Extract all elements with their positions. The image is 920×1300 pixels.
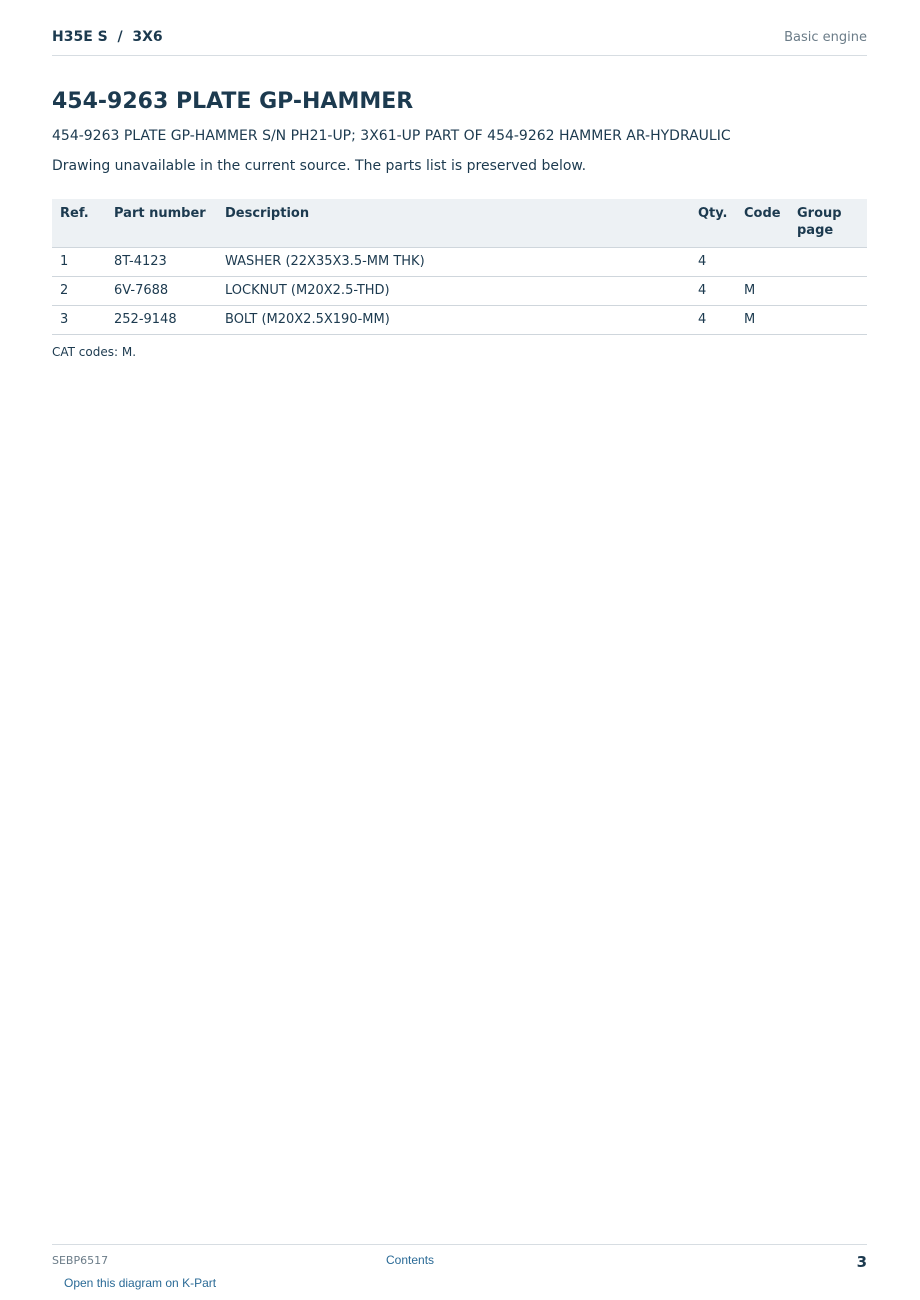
- cell-group-page: [789, 277, 867, 306]
- cell-qty: 4: [690, 306, 736, 335]
- cell-ref: 3: [52, 306, 106, 335]
- header-ref: Ref.: [52, 199, 106, 248]
- page-title: 454-9263 PLATE GP-HAMMER: [52, 89, 414, 114]
- parts-table-header-row: [52, 199, 867, 248]
- table-row: [52, 306, 867, 335]
- cell-qty: 4: [690, 277, 736, 306]
- cat-codes-note: CAT codes: M.: [52, 345, 137, 359]
- cell-part-number: 6V-7688: [106, 277, 217, 306]
- cell-part-number: 252-9148: [106, 306, 217, 335]
- cell-group-page: [789, 248, 867, 277]
- footer-document-id: SEBP6517: [52, 1254, 109, 1267]
- cell-ref: 1: [52, 248, 106, 277]
- open-k-part-link[interactable]: Open this diagram on K-Part: [64, 1276, 217, 1290]
- table-row: [52, 248, 867, 277]
- header-qty: Qty.: [690, 199, 736, 248]
- cell-description: BOLT (M20X2.5X190-MM): [217, 306, 690, 335]
- page-header: [52, 29, 867, 56]
- cell-code: M: [736, 306, 789, 335]
- cell-code: [736, 248, 789, 277]
- header-code: Code: [736, 199, 789, 248]
- header-description: Description: [217, 199, 690, 248]
- cell-description: LOCKNUT (M20X2.5-THD): [217, 277, 690, 306]
- contents-link[interactable]: Contents: [386, 1253, 435, 1267]
- cell-qty: 4: [690, 248, 736, 277]
- table-row: [52, 277, 867, 306]
- header-section: Basic engine: [784, 30, 867, 45]
- cell-group-page: [789, 306, 867, 335]
- drawing-note: Drawing unavailable in the current source. The parts list is preserved below.: [52, 158, 587, 174]
- cell-code: M: [736, 277, 789, 306]
- page-footer: [52, 1244, 867, 1275]
- cell-part-number: 8T-4123: [106, 248, 217, 277]
- cell-ref: 2: [52, 277, 106, 306]
- page-number: 3: [856, 1253, 867, 1271]
- parts-table: [52, 199, 867, 335]
- cell-description: WASHER (22X35X3.5-MM THK): [217, 248, 690, 277]
- header-model: H35E S / 3X6: [52, 29, 163, 45]
- header-group-page: Group page: [789, 199, 867, 248]
- header-part-number: Part number: [106, 199, 217, 248]
- page-subtitle: 454-9263 PLATE GP-HAMMER S/N PH21-UP; 3X61-UP PART OF 454-9262 HAMMER AR-HYDRAULIC: [52, 128, 731, 144]
